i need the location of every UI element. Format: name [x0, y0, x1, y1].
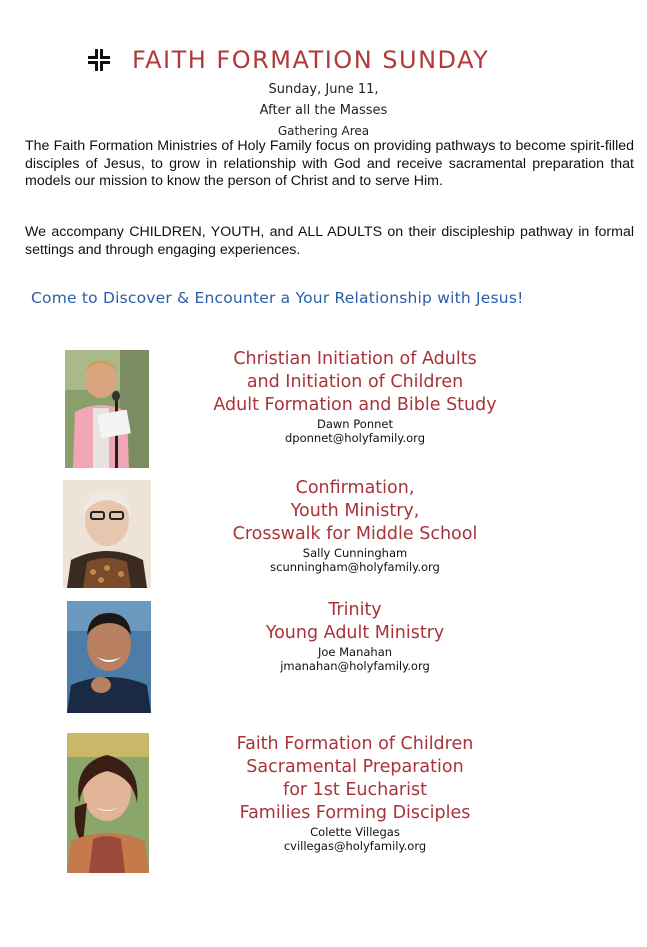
ministry-title-line: and Initiation of Children: [246, 372, 464, 392]
event-time: After all the Masses: [259, 103, 388, 118]
intro-paragraph: The Faith Formation Ministries of Holy Family focus on providing pathways to become spirit-filled disciples of Jesus, to grow in relationship with God and receive sacramental preparation that models our mission to know the person of Christ and to serve Him.: [25, 138, 634, 189]
contact-photo-colette-villegas: [67, 733, 149, 873]
contact-name: Colette Villegas: [310, 825, 400, 839]
contact-email[interactable]: scunningham@holyfamily.org: [270, 560, 440, 574]
contact-name: Joe Manahan: [317, 645, 393, 659]
ministry-title-line: Families Forming Disciples: [239, 803, 471, 823]
ministry-text: [190, 599, 520, 673]
ministry-title-line: Sacramental Preparation: [246, 757, 464, 777]
ministry-title-line: Trinity: [328, 600, 382, 620]
contact-photo-sally-cunningham: [63, 480, 151, 588]
ministry-title-line: Adult Formation and Bible Study: [213, 395, 497, 415]
ministry-text: [190, 733, 520, 853]
header: [88, 44, 489, 76]
ministry-title-line: for 1st Eucharist: [283, 780, 427, 800]
contact-name: Sally Cunningham: [302, 546, 408, 560]
intro-paragraph-accompany: We accompany CHILDREN, YOUTH, and ALL ADULTS on their discipleship pathway in formal settings and through engaging experiences.: [25, 224, 634, 258]
ministry-text: [190, 348, 520, 445]
ministry-title-line: Crosswalk for Middle School: [232, 524, 478, 544]
contact-email[interactable]: cvillegas@holyfamily.org: [283, 839, 427, 853]
ministry-title-line: Youth Ministry,: [290, 501, 420, 521]
event-location: Gathering Area: [277, 124, 370, 138]
ministry-title-line: Young Adult Ministry: [265, 623, 445, 643]
page-title: FAITH FORMATION SUNDAY: [132, 46, 490, 74]
ministry-title-line: Christian Initiation of Adults: [233, 349, 477, 369]
ministry-title-line: Confirmation,: [295, 478, 415, 498]
ministry-title-line: Faith Formation of Children: [236, 734, 474, 754]
event-date: Sunday, June 11,: [268, 82, 379, 97]
contact-email[interactable]: dponnet@holyfamily.org: [285, 431, 425, 445]
ministry-text: [190, 477, 520, 574]
contact-email[interactable]: jmanahan@holyfamily.org: [280, 659, 430, 673]
cross-icon: [88, 49, 110, 71]
contact-photo-dawn-ponnet: [65, 350, 149, 468]
contact-name: Dawn Ponnet: [317, 417, 393, 431]
contact-photo-joe-manahan: [67, 601, 151, 713]
tagline: Come to Discover & Encounter a Your Relationship with Jesus!: [31, 289, 524, 307]
